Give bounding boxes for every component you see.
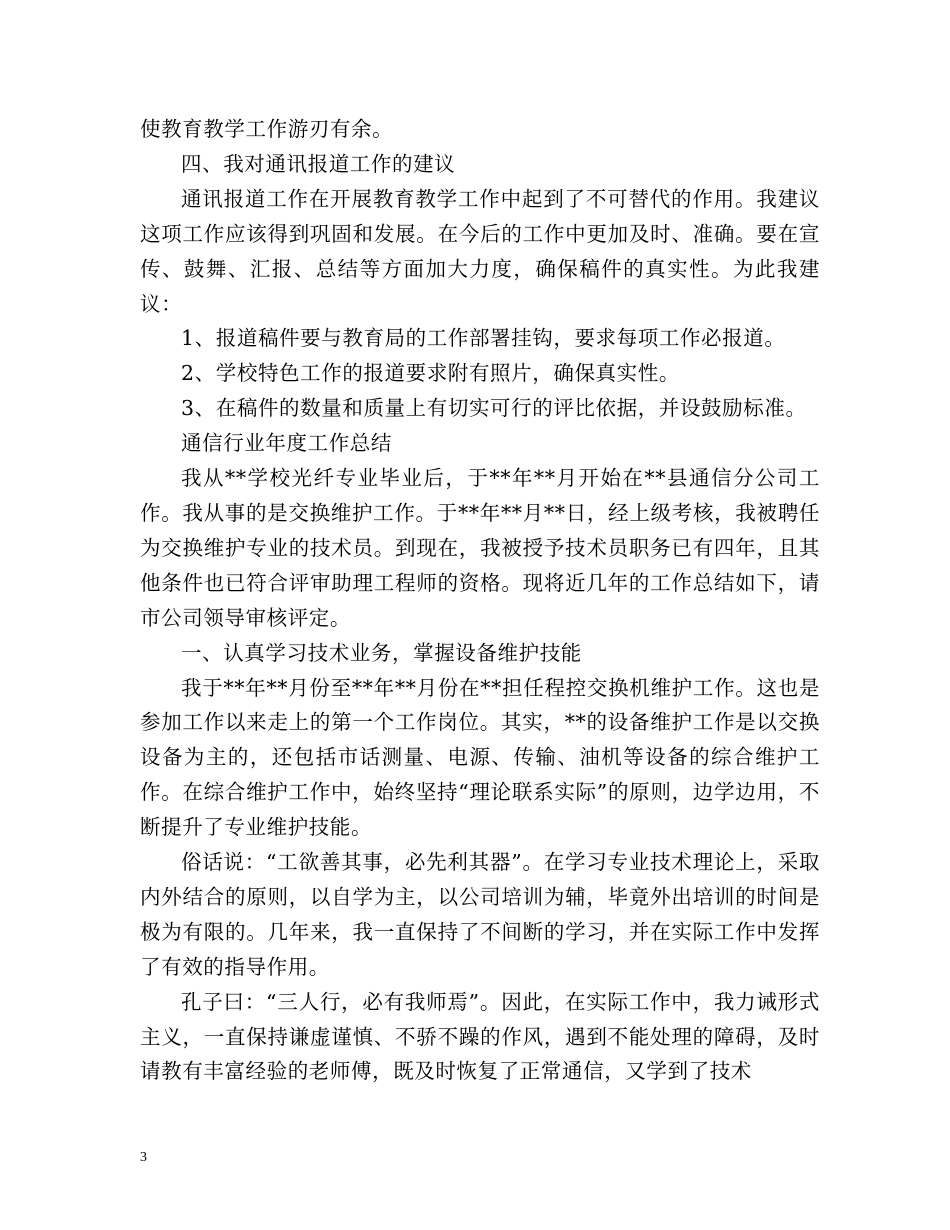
paragraph-suggestions-intro: 通讯报道工作在开展教育教学工作中起到了不可替代的作用。我建议这项工作应该得到巩固和发展。在今后的工作中更加及时、准确。要在宣传、鼓舞、汇报、总结等方面加大力度，确保稿件的真实性。为此我建议： xyxy=(140,186,820,316)
document-title: 通信行业年度工作总结 xyxy=(181,431,392,456)
document-body xyxy=(140,112,820,1089)
list-item-suggestion-3: 3、在稿件的数量和质量上有切实可行的评比依据，并设鼓励标准。 xyxy=(181,396,807,421)
section-heading-learning: 一、认真学习技术业务，掌握设备维护技能 xyxy=(181,640,582,665)
section-heading-suggestions: 四、我对通讯报道工作的建议 xyxy=(181,151,456,176)
list-item-suggestion-2: 2、学校特色工作的报道要求附有照片，确保真实性。 xyxy=(181,361,680,386)
list-item-suggestion-1: 1、报道稿件要与教育局的工作部署挂钩，要求每项工作必报道。 xyxy=(181,326,786,351)
paragraph-maintenance-work: 我于**年**月份至**年**月份在**担任程控交换机维护工作。这也是参加工作以来走上的第一个工作岗位。其实，**的设备维护工作是以交换设备为主的，还包括市话测量、电源、传输、油机等设备的综合维护工作。在综合维护工作中，始终坚持“理论联系实际”的原则，边学边用，不断提升了专业维护技能。 xyxy=(140,675,820,840)
page-number: 3 xyxy=(140,1150,147,1165)
paragraph-confucius: 孔子曰：“三人行，必有我师焉”。因此，在实际工作中，我力诫形式主义，一直保持谦虚谨慎、不骄不躁的作风，遇到不能处理的障碍，及时请教有丰富经验的老师傅，既及时恢复了正常通信，又学到了技术 xyxy=(140,989,820,1084)
paragraph-self-study: 俗话说：“工欲善其事，必先利其器”。在学习专业技术理论上，采取内外结合的原则，以自学为主，以公司培训为辅，毕竟外出培训的时间是极为有限的。几年来，我一直保持了不间断的学习，并在实际工作中发挥了有效的指导作用。 xyxy=(140,850,820,979)
paragraph-introduction: 我从**学校光纤专业毕业后，于**年**月开始在**县通信分公司工作。我从事的是交换维护工作。于**年**月**日，经上级考核，我被聘任为交换维护专业的技术员。到现在，我被授予技术员职务已有四年，且其他条件也已符合评审助理工程师的资格。现将近几年的工作总结如下，请市公司领导审核评定。 xyxy=(140,466,820,630)
paragraph-continuation: 使教育教学工作游刃有余。 xyxy=(140,117,394,141)
